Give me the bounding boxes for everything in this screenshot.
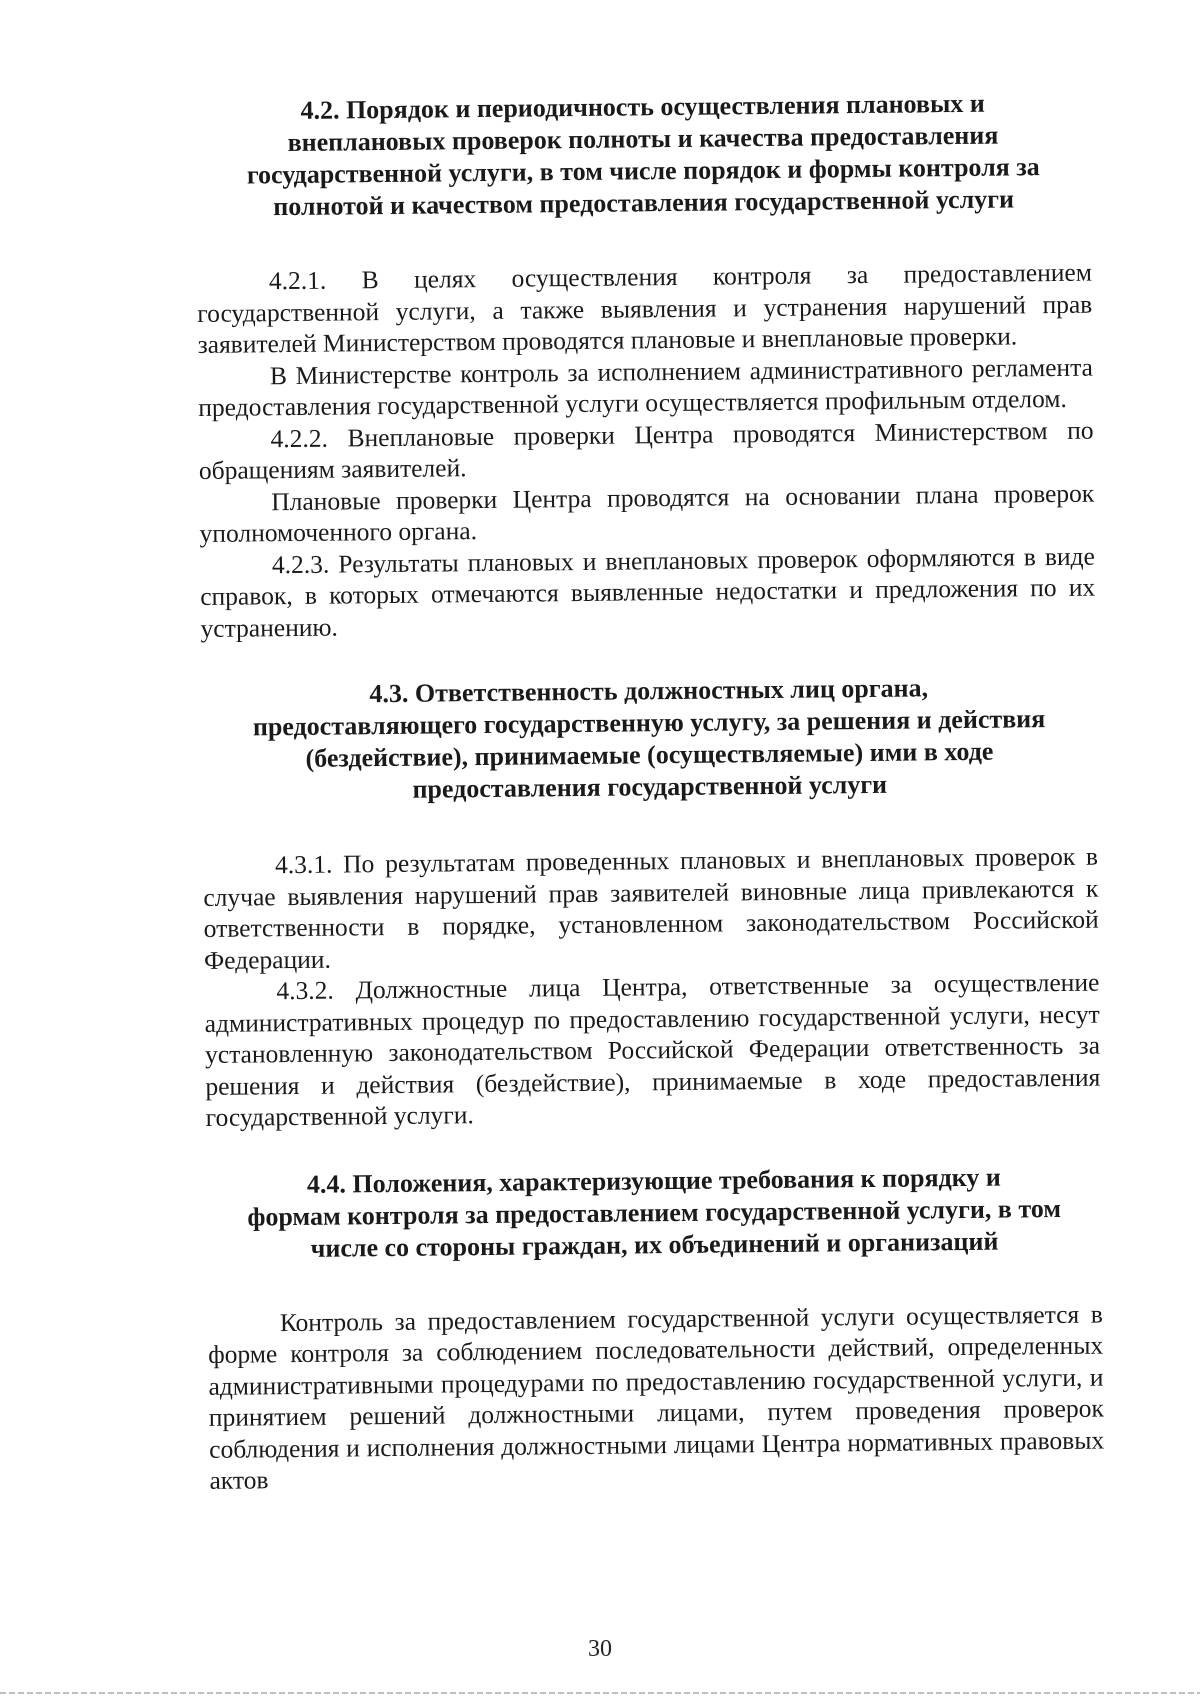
heading-line: полнотой и качеством предоставления государственной услуги xyxy=(273,184,1015,222)
paragraph-4-3-2: 4.3.2. Должностные лица Центра, ответственные за осуществление административных процедур по предоставлению государственной услуги, несут установленную законодательством Российской Федерации ответственность за решения и действия (бездействие), принимаемые в ходе предоставления государственной услуги. xyxy=(204,967,1101,1132)
heading-line: 4.2. Порядок и периодичность осуществления плановых и xyxy=(300,88,985,125)
heading-line: государственной услуги, в том числе порядок и формы контроля за xyxy=(246,152,1040,190)
section-heading-4-2 xyxy=(195,87,1091,224)
heading-line: 4.4. Положения, характеризующие требования к порядку и xyxy=(306,1162,1001,1199)
paragraph-4-2-1: 4.2.1. В целях осуществления контроля за предоставлением государственной услуги, а также выявления и устранения нарушений прав заявителей Министерством проводятся плановые и внеплановые проверки. xyxy=(197,257,1093,359)
section-body-4-4 xyxy=(208,1298,1105,1496)
page-number: 30 xyxy=(588,1636,612,1662)
paragraph-4-2-2: 4.2.2. Внеплановые проверки Центра проводятся Министерством по обращениям заявителей. xyxy=(198,415,1094,485)
heading-line: формам контроля за предоставлением государственной услуги, в том xyxy=(247,1193,1062,1232)
heading-line: 4.3. Ответственность должностных лиц органа, xyxy=(369,673,929,709)
section-body-4-2 xyxy=(197,257,1096,644)
heading-line: предоставления государственной услуги xyxy=(412,769,888,804)
paragraph-4-3-1: 4.3.1. По результатам проведенных плановых и внеплановых проверок в случае выявления нарушений прав заявителей виновные лица привлекаются к ответственности в порядке, установленном законодательством Российской Федерации. xyxy=(203,841,1099,975)
heading-line: (бездействие), принимаемые (осуществляемые) ими в ходе xyxy=(305,736,994,773)
paragraph: Плановые проверки Центра проводятся на основании плана проверок уполномоченного органа. xyxy=(199,478,1095,548)
document-body xyxy=(195,87,1105,1497)
heading-line: внеплановых проверок полноты и качества предоставления xyxy=(287,120,999,158)
section-heading-4-4 xyxy=(206,1160,1102,1265)
paragraph: В Министерстве контроль за исполнением административного регламента предоставления государственной услуги осуществляется профильным отделом. xyxy=(198,352,1094,422)
heading-line: числе со стороны граждан, их объединений и организаций xyxy=(310,1226,999,1263)
scan-edge-divider xyxy=(0,1692,1200,1694)
section-heading-4-3 xyxy=(201,671,1097,808)
section-body-4-3 xyxy=(203,841,1101,1134)
paragraph: Контроль за предоставлением государственной услуги осуществляется в форме контроля за соблюдением последовательности действий, определенных административными процедурами по предоставлению государственной услуги, и принятием решений должностными лицами, путем проведения проверок соблюдения и исполнения должностными лицами Центра нормативных правовых актов xyxy=(208,1299,1105,1495)
heading-line: предоставляющего государственную услугу, за решения и действия xyxy=(252,704,1046,742)
paragraph-4-2-3: 4.2.3. Результаты плановых и внеплановых проверок оформляются в виде справок, в которых отмечаются выявленные недостатки и предложения по их устранению. xyxy=(200,541,1096,643)
